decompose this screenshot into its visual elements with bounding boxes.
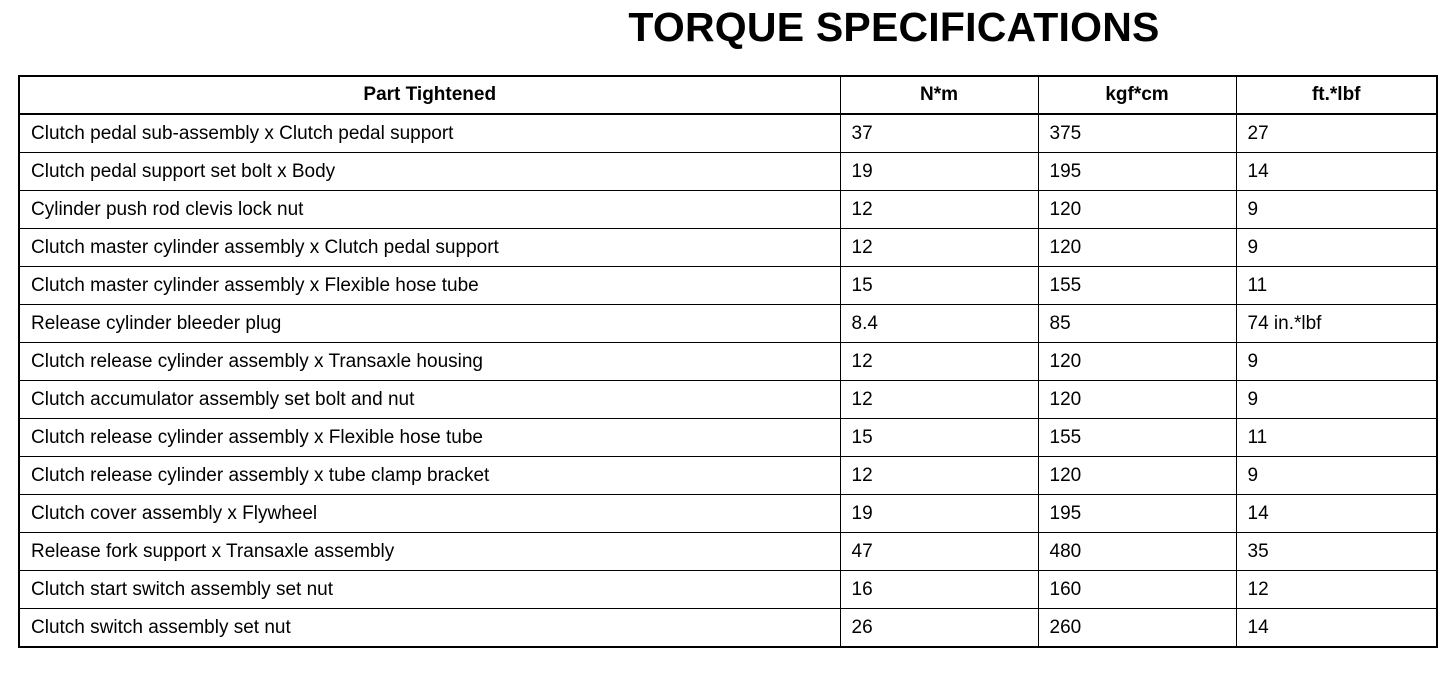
table-row — [19, 457, 1437, 495]
cell-nm: 12 — [840, 457, 1038, 495]
table-row — [19, 153, 1437, 191]
cell-ft-lbf: 9 — [1236, 229, 1437, 267]
cell-ft-lbf: 11 — [1236, 419, 1437, 457]
cell-ft-lbf: 12 — [1236, 571, 1437, 609]
cell-part: Clutch cover assembly x Flywheel — [19, 495, 840, 533]
torque-spec-table — [18, 75, 1438, 648]
cell-nm: 37 — [840, 114, 1038, 153]
cell-kgf-cm: 155 — [1038, 419, 1236, 457]
table-row — [19, 609, 1437, 648]
cell-part: Clutch release cylinder assembly x tube clamp bracket — [19, 457, 840, 495]
cell-part: Cylinder push rod clevis lock nut — [19, 191, 840, 229]
cell-part: Release fork support x Transaxle assembly — [19, 533, 840, 571]
cell-ft-lbf: 9 — [1236, 457, 1437, 495]
table-row — [19, 114, 1437, 153]
header-nm: N*m — [840, 76, 1038, 114]
cell-kgf-cm: 260 — [1038, 609, 1236, 648]
cell-part: Clutch master cylinder assembly x Clutch pedal support — [19, 229, 840, 267]
cell-nm: 12 — [840, 343, 1038, 381]
table-row — [19, 533, 1437, 571]
cell-part: Clutch pedal sub-assembly x Clutch pedal support — [19, 114, 840, 153]
cell-kgf-cm: 155 — [1038, 267, 1236, 305]
cell-nm: 15 — [840, 267, 1038, 305]
cell-part: Clutch accumulator assembly set bolt and nut — [19, 381, 840, 419]
cell-part: Clutch pedal support set bolt x Body — [19, 153, 840, 191]
table-row — [19, 495, 1437, 533]
table-header-row — [19, 76, 1437, 114]
cell-kgf-cm: 120 — [1038, 457, 1236, 495]
table-row — [19, 191, 1437, 229]
header-part-tightened: Part Tightened — [19, 76, 840, 114]
cell-kgf-cm: 120 — [1038, 343, 1236, 381]
cell-kgf-cm: 375 — [1038, 114, 1236, 153]
table-row — [19, 229, 1437, 267]
cell-nm: 12 — [840, 229, 1038, 267]
table-row — [19, 571, 1437, 609]
cell-nm: 26 — [840, 609, 1038, 648]
table-row — [19, 343, 1437, 381]
cell-part: Release cylinder bleeder plug — [19, 305, 840, 343]
cell-ft-lbf: 9 — [1236, 191, 1437, 229]
cell-kgf-cm: 195 — [1038, 495, 1236, 533]
table-row — [19, 267, 1437, 305]
cell-nm: 12 — [840, 191, 1038, 229]
page-title: TORQUE SPECIFICATIONS — [628, 4, 1160, 50]
cell-nm: 12 — [840, 381, 1038, 419]
cell-ft-lbf: 14 — [1236, 153, 1437, 191]
cell-kgf-cm: 120 — [1038, 191, 1236, 229]
cell-ft-lbf: 14 — [1236, 609, 1437, 648]
cell-nm: 15 — [840, 419, 1038, 457]
cell-part: Clutch release cylinder assembly x Flexible hose tube — [19, 419, 840, 457]
cell-part: Clutch start switch assembly set nut — [19, 571, 840, 609]
cell-ft-lbf: 35 — [1236, 533, 1437, 571]
cell-ft-lbf: 9 — [1236, 381, 1437, 419]
header-kgf-cm: kgf*cm — [1038, 76, 1236, 114]
cell-nm: 8.4 — [840, 305, 1038, 343]
cell-kgf-cm: 85 — [1038, 305, 1236, 343]
cell-nm: 47 — [840, 533, 1038, 571]
cell-kgf-cm: 160 — [1038, 571, 1236, 609]
cell-ft-lbf: 11 — [1236, 267, 1437, 305]
cell-ft-lbf: 27 — [1236, 114, 1437, 153]
cell-part: Clutch switch assembly set nut — [19, 609, 840, 648]
cell-nm: 16 — [840, 571, 1038, 609]
cell-part: Clutch master cylinder assembly x Flexible hose tube — [19, 267, 840, 305]
table-row — [19, 419, 1437, 457]
cell-kgf-cm: 195 — [1038, 153, 1236, 191]
cell-nm: 19 — [840, 495, 1038, 533]
cell-ft-lbf: 74 in.*lbf — [1236, 305, 1437, 343]
cell-ft-lbf: 9 — [1236, 343, 1437, 381]
cell-ft-lbf: 14 — [1236, 495, 1437, 533]
header-ft-lbf: ft.*lbf — [1236, 76, 1437, 114]
cell-nm: 19 — [840, 153, 1038, 191]
cell-kgf-cm: 480 — [1038, 533, 1236, 571]
table-row — [19, 305, 1437, 343]
cell-kgf-cm: 120 — [1038, 381, 1236, 419]
cell-kgf-cm: 120 — [1038, 229, 1236, 267]
cell-part: Clutch release cylinder assembly x Transaxle housing — [19, 343, 840, 381]
table-row — [19, 381, 1437, 419]
